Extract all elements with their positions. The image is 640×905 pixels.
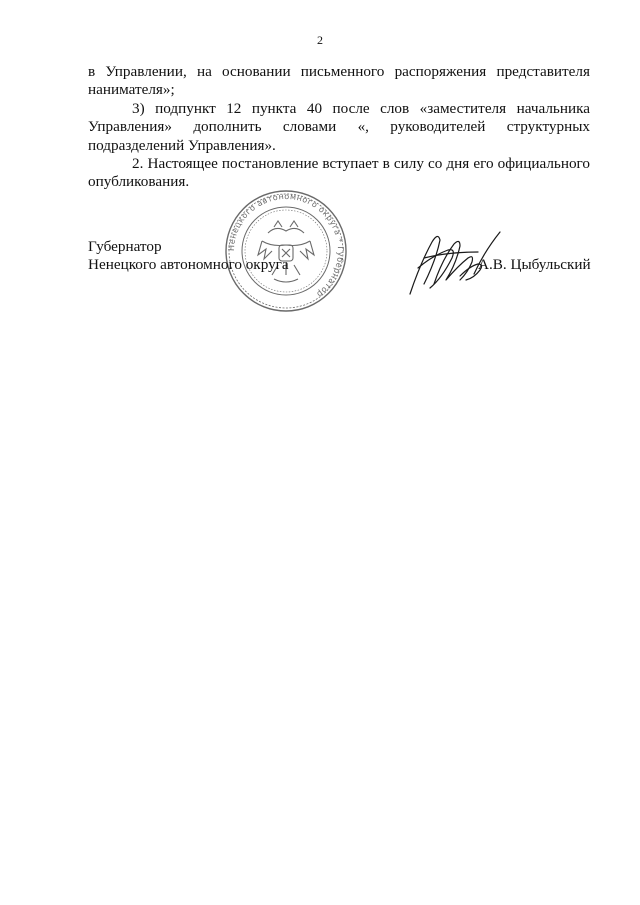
signatory-title <box>88 238 289 275</box>
document-body <box>88 63 590 192</box>
signatory-title-line1: Губернатор <box>88 238 162 255</box>
seal-ring-text: Ненецкого автономного округа * Губернатор <box>226 191 346 300</box>
signatory-title-line2: Ненецкого автономного округа <box>88 256 289 274</box>
paragraph-effective-date: 2. Настоящее постановление вступает в силу со дня его официального опубликования. <box>88 155 590 191</box>
paragraph-subclause-3: 3) подпункт 12 пункта 40 после слов «заместителя начальника Управления» дополнить словами «, руководителей структурных подразделений Управления». <box>88 99 590 154</box>
paragraph-continuation: в Управлении, на основании письменного распоряжения представителя нанимателя»; <box>88 63 590 99</box>
page-number: 2 <box>317 33 323 47</box>
signatory-name: А.В. Цыбульский <box>478 256 591 273</box>
